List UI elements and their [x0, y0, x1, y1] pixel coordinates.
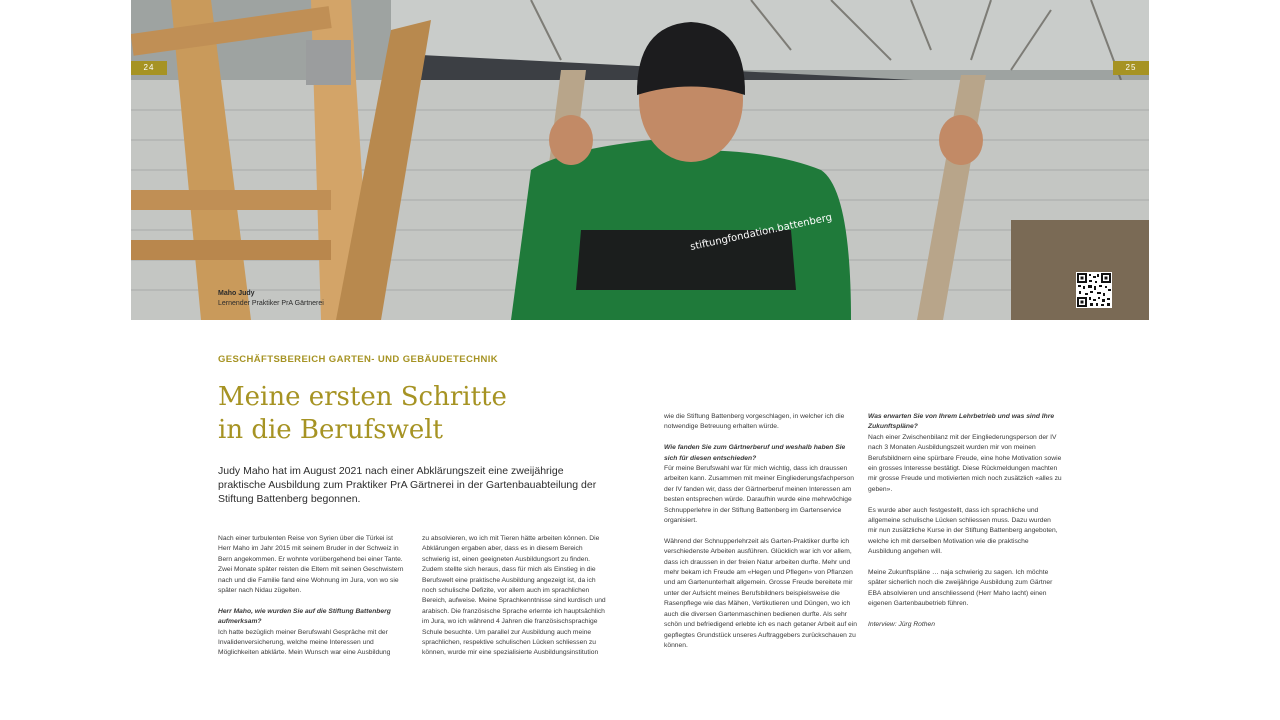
- interview-credit: Interview: Jürg Rothen: [868, 621, 935, 629]
- caption-role: Lernender Praktiker PrA Gärtnerei: [218, 300, 324, 307]
- photo-illustration: [131, 0, 1149, 320]
- article-lead: Judy Maho hat im August 2021 nach einer Abklärungszeit eine zweijährige praktische Ausbildung zum Praktiker PrA Gärtnerei in der Gartenbauabteilung der Stiftung Battenberg begonnen.: [218, 465, 597, 505]
- text-column-4: [868, 412, 1062, 641]
- paragraph: Nach einer turbulenten Reise von Syrien über die Türkei ist Herr Maho im Jahr 2015 mit seinem Bruder in der Schweiz in Bern angekommen. Er wohnte vorübergehend bei einer Tante. Zwei Monate später reisten die Eltern mit seinen Geschwistern nach und die Familie fand eine Wohnung im Jura, von wo sie später nach Nidau zügelten.: [218, 535, 404, 595]
- text-column-3: [664, 412, 858, 662]
- paragraph: Während der Schnupperlehrzeit als Garten-Praktiker durfte ich verschiedenste Arbeiten ausführen. Glücklich war ich vor allem, dass ich draussen in der freien Natur arbeiten durfte. Mehr und mehr bekam ich Freude am «Hegen und Pflegen» von Pflanzen und am Gartenunterhalt allgemein. Grosse Freude bereitete mir unter der Aufsicht meines Berufsbildners beispielsweise die Rasenpflege wie das Mähen, Vertikutieren und Düngen, wo ich auch die diversen Gartenmaschinen bedienen durfte. Als sehr schön und befriedigend erlebte ich es nach getaner Arbeit auf ein gepflegtes Grundstück unseres Auftraggebers zurückschauen zu können.: [664, 537, 857, 649]
- paragraph: zu absolvieren, wo ich mit Tieren hätte arbeiten können. Die Abklärungen ergaben aber, dass es in diesem Bereich schwierig ist, einen geeigneten Ausbildungsort zu finden. Zudem stellte sich heraus, dass für mich als Einstieg in die Berufswelt eine praktische Ausbildung angezeigt ist, da ich noch schulische Defizite, vor allem auch im sprachlichen Bereich, aufweise. Meine Sprachkenntnisse sind kurdisch und arabisch. Die französische Sprache erlernte ich hauptsächlich im Jura, wo ich während 4 Jahren die französischsprachige Schule besuchte. Um parallel zur Ausbildung auch meine sprachlichen, respektive schulischen Lücken schliessen zu können, wurde mir eine spezialisierte Ausbildungsinstitution: [422, 535, 606, 657]
- qr-code-icon[interactable]: [1076, 272, 1112, 308]
- page-number-right: 25: [1113, 61, 1149, 75]
- text-column-2: [422, 534, 610, 669]
- paragraph: Ich hatte bezüglich meiner Berufswahl Gespräche mit der Invalidenversicherung, welche meine Interessen und Möglichkeiten abklärte. Mein Wunsch war eine Ausbildung: [218, 628, 391, 657]
- interview-question: Was erwarten Sie von Ihrem Lehrbetrieb und was sind Ihre Zukunftspläne?: [868, 413, 1055, 431]
- paragraph: Meine Zukunftspläne … naja schwierig zu sagen. Ich möchte später sicherlich noch die zweijährige Ausbildung zum Gärtner EBA absolvieren und anschliessend (Herr Maho lacht) einen eigenen Gartenbaubetrieb führen.: [868, 569, 1053, 608]
- paragraph: Nach einer Zwischenbilanz mit der Eingliederungsperson der IV nach 3 Monaten Ausbildungszeit wurden mir von meinen Berufsbildnern eine spürbare Freude, eine hohe Motivation sowie ein grosses Interesse bestätigt. Diese Rückmeldungen machten mir grosse Freude und motivierten mich noch zusätzlich «alles zu geben».: [868, 433, 1062, 493]
- article-title: [218, 381, 598, 447]
- interview-question: Wie fanden Sie zum Gärtnerberuf und weshalb haben Sie sich für diesen entschieden?: [664, 444, 846, 462]
- interview-question: Herr Maho, wie wurden Sie auf die Stiftung Battenberg aufmerksam?: [218, 607, 391, 626]
- jacket-print: stiftungfondation.battenberg: [689, 212, 834, 253]
- photo-caption: [218, 289, 324, 309]
- text-column-1: [218, 534, 406, 669]
- qr-code-graphic: [1076, 272, 1112, 308]
- section-label: GESCHÄFTSBEREICH GARTEN- UND GEBÄUDETECHNIK: [218, 354, 499, 365]
- title-line-1: Meine ersten Schritte: [218, 382, 507, 412]
- paragraph: wie die Stiftung Battenberg vorgeschlagen, in welcher ich die notwendige Betreuung erhalten würde.: [664, 413, 845, 431]
- page-number-left: 24: [131, 61, 167, 75]
- caption-name: Maho Judy: [218, 290, 255, 297]
- header-photo: [131, 0, 1149, 320]
- paragraph: Es wurde aber auch festgestellt, dass ich sprachliche und allgemeine schulische Lücken schliessen muss. Dazu wurden mir nun zusätzliche Kurse in der Stiftung Battenberg angeboten, welche ich mit derselben Motivation wie die praktische Ausbildung angehen will.: [868, 506, 1058, 556]
- title-line-2: in die Berufswelt: [218, 415, 443, 445]
- paragraph: Für meine Berufswahl war für mich wichtig, dass ich draussen arbeiten kann. Zusammen mit meiner Eingliederungsfachperson der IV fanden wir, dass der Gärtnerberuf meinen Interessen am besten entsprechen würde. Daraufhin wurde eine mehrwöchige Schnupperlehre in der Stiftung Battenberg im Gartenservice organisiert.: [664, 465, 854, 525]
